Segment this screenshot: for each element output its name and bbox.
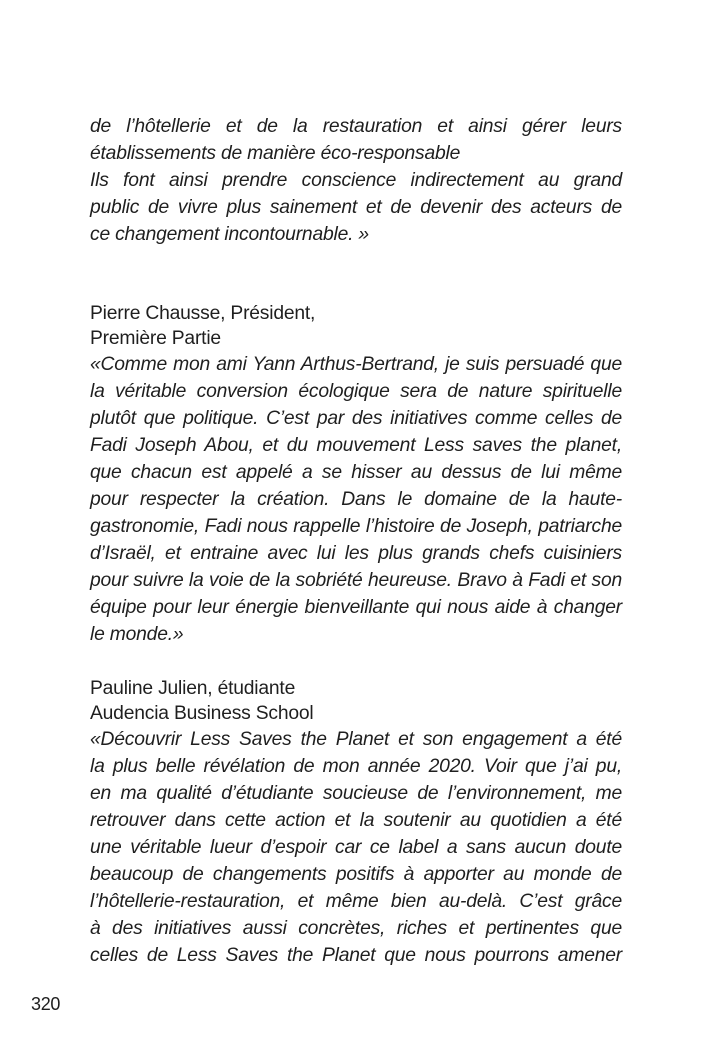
testimonial-pierre-chausse	[90, 301, 622, 648]
quote-line: plutôt que politique. C’est par des initiatives comme celles de	[90, 408, 622, 429]
author-affiliation: Première Partie	[90, 328, 221, 349]
quote-line: public de vivre plus sainement et de devenir des acteurs de	[90, 197, 622, 218]
quote-line: d’Israël, et entraine avec lui les plus grands chefs cuisiniers	[90, 543, 622, 564]
quote-line: celles de Less Saves the Planet que nous pourrons amener	[90, 945, 622, 966]
quote-line: pour suivre la voie de la sobriété heureuse. Bravo à Fadi et son	[90, 570, 622, 591]
quote-line: Ils font ainsi prendre conscience indirectement au grand	[90, 170, 622, 191]
page-body	[90, 113, 622, 969]
quote-line: «Découvrir Less Saves the Planet et son engagement a été	[90, 729, 622, 750]
quote-line: la plus belle révélation de mon année 2020. Voir que j’ai pu,	[90, 756, 622, 777]
quote-line: la véritable conversion écologique sera de nature spirituelle	[90, 381, 622, 402]
quote-line: gastronomie, Fadi nous rappelle l’histoire de Joseph, patriarche	[90, 516, 622, 537]
quote-line: de l’hôtellerie et de la restauration et ainsi gérer leurs	[90, 116, 622, 137]
quote-line: ce changement incontournable. »	[90, 224, 369, 245]
quote-line: beaucoup de changements positifs à apporter au monde de	[90, 864, 622, 885]
quote-line: «Comme mon ami Yann Arthus-Bertrand, je suis persuadé que	[90, 354, 622, 375]
quote-line: retrouver dans cette action et la soutenir au quotidien a été	[90, 810, 622, 831]
testimonial-pauline-julien	[90, 676, 622, 969]
quote-line: pour respecter la création. Dans le domaine de la haute-	[90, 489, 622, 510]
quote-line: une véritable lueur d’espoir car ce label a sans aucun doute	[90, 837, 622, 858]
quote-line: le monde.»	[90, 624, 184, 645]
quote-line: que chacun est appelé a se hisser au dessus de lui même	[90, 462, 622, 483]
author-name: Pauline Julien, étudiante	[90, 678, 296, 699]
quote-line: Fadi Joseph Abou, et du mouvement Less saves the planet,	[90, 435, 622, 456]
page-number: 320	[31, 994, 61, 1014]
author-name: Pierre Chausse, Président,	[90, 303, 316, 324]
quote-line: l’hôtellerie-restauration, et même bien au-delà. C’est grâce	[90, 891, 622, 912]
quote-line: à des initiatives aussi concrètes, riches et pertinentes que	[90, 918, 622, 939]
quote-line: établissements de manière éco-responsable	[90, 143, 461, 164]
quote-line: en ma qualité d’étudiante soucieuse de l’environnement, me	[90, 783, 622, 804]
quote-line: équipe pour leur énergie bienveillante qui nous aide à changer	[90, 597, 622, 618]
intro-quote	[90, 113, 622, 248]
author-affiliation: Audencia Business School	[90, 703, 314, 724]
